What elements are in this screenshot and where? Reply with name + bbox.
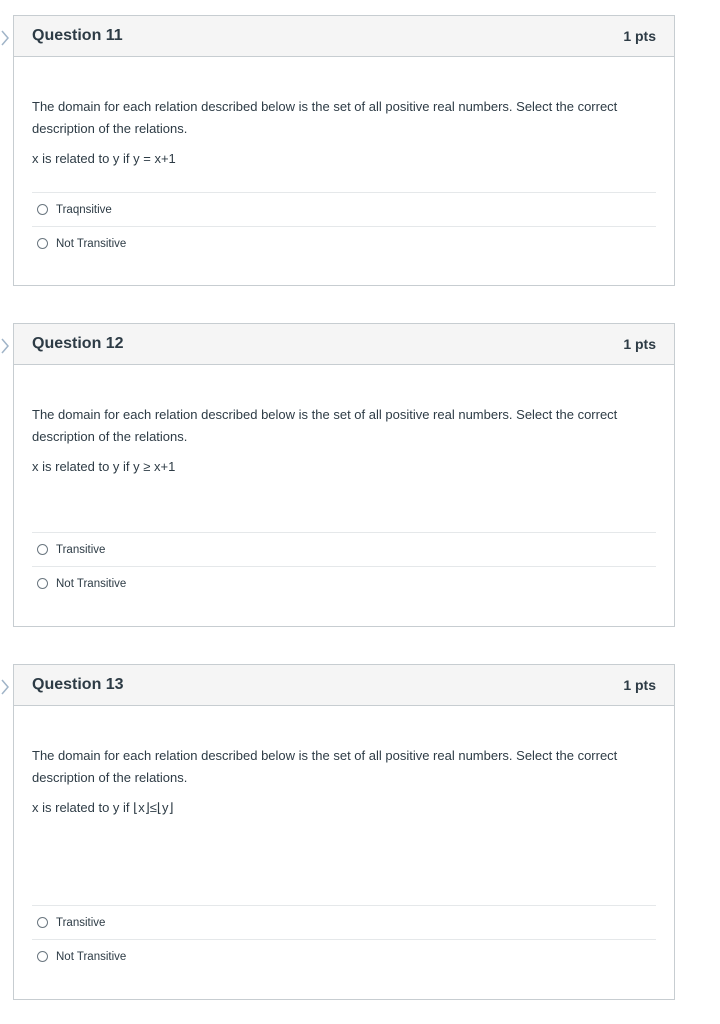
answer-label[interactable]: Not Transitive — [56, 577, 127, 590]
question-text: The domain for each relation described below is the set of all positive real numbers. Select the correct description of the relations. — [32, 99, 618, 136]
question-title: Question 13 — [32, 676, 124, 693]
answer-list — [32, 192, 656, 260]
question-header — [14, 16, 674, 57]
question-title: Question 12 — [32, 335, 124, 352]
question-header — [14, 665, 674, 706]
question-points: 1 pts — [623, 28, 656, 44]
answer-option[interactable] — [32, 906, 656, 940]
question-title: Question 11 — [32, 27, 123, 44]
question-card — [13, 15, 675, 286]
question-relation: x is related to y if ⌊x⌋≤⌊y⌋ — [32, 800, 174, 815]
answer-label[interactable]: Transitive — [56, 916, 106, 929]
answer-label[interactable]: Traqnsitive — [56, 203, 112, 216]
question-relation: x is related to y if y ≥ x+1 — [32, 459, 176, 474]
question-points: 1 pts — [623, 336, 656, 352]
radio-button[interactable] — [37, 917, 48, 928]
chevron-right-icon[interactable] — [0, 676, 12, 698]
question-relation: x is related to y if y = x+1 — [32, 151, 176, 166]
answer-label[interactable]: Not Transitive — [56, 950, 127, 963]
question-body — [14, 745, 674, 973]
answer-list — [32, 532, 656, 600]
answer-label[interactable]: Not Transitive — [56, 237, 127, 250]
question-card — [13, 664, 675, 1000]
radio-button[interactable] — [37, 544, 48, 555]
chevron-right-icon[interactable] — [0, 27, 12, 49]
radio-button[interactable] — [37, 578, 48, 589]
question-body — [14, 96, 674, 260]
question-body — [14, 404, 674, 600]
radio-button[interactable] — [37, 951, 48, 962]
answer-option[interactable] — [32, 193, 656, 227]
question-text: The domain for each relation described below is the set of all positive real numbers. Select the correct description of the relations. — [32, 748, 618, 785]
radio-button[interactable] — [37, 204, 48, 215]
question-card — [13, 323, 675, 627]
question-header — [14, 324, 674, 365]
answer-option[interactable] — [32, 940, 656, 973]
question-text: The domain for each relation described below is the set of all positive real numbers. Select the correct description of the relations. — [32, 407, 618, 444]
answer-option[interactable] — [32, 533, 656, 567]
question-points: 1 pts — [623, 677, 656, 693]
radio-button[interactable] — [37, 238, 48, 249]
answer-list — [32, 905, 656, 973]
chevron-right-icon[interactable] — [0, 335, 12, 357]
answer-option[interactable] — [32, 227, 656, 260]
answer-option[interactable] — [32, 567, 656, 600]
answer-label[interactable]: Transitive — [56, 543, 106, 556]
